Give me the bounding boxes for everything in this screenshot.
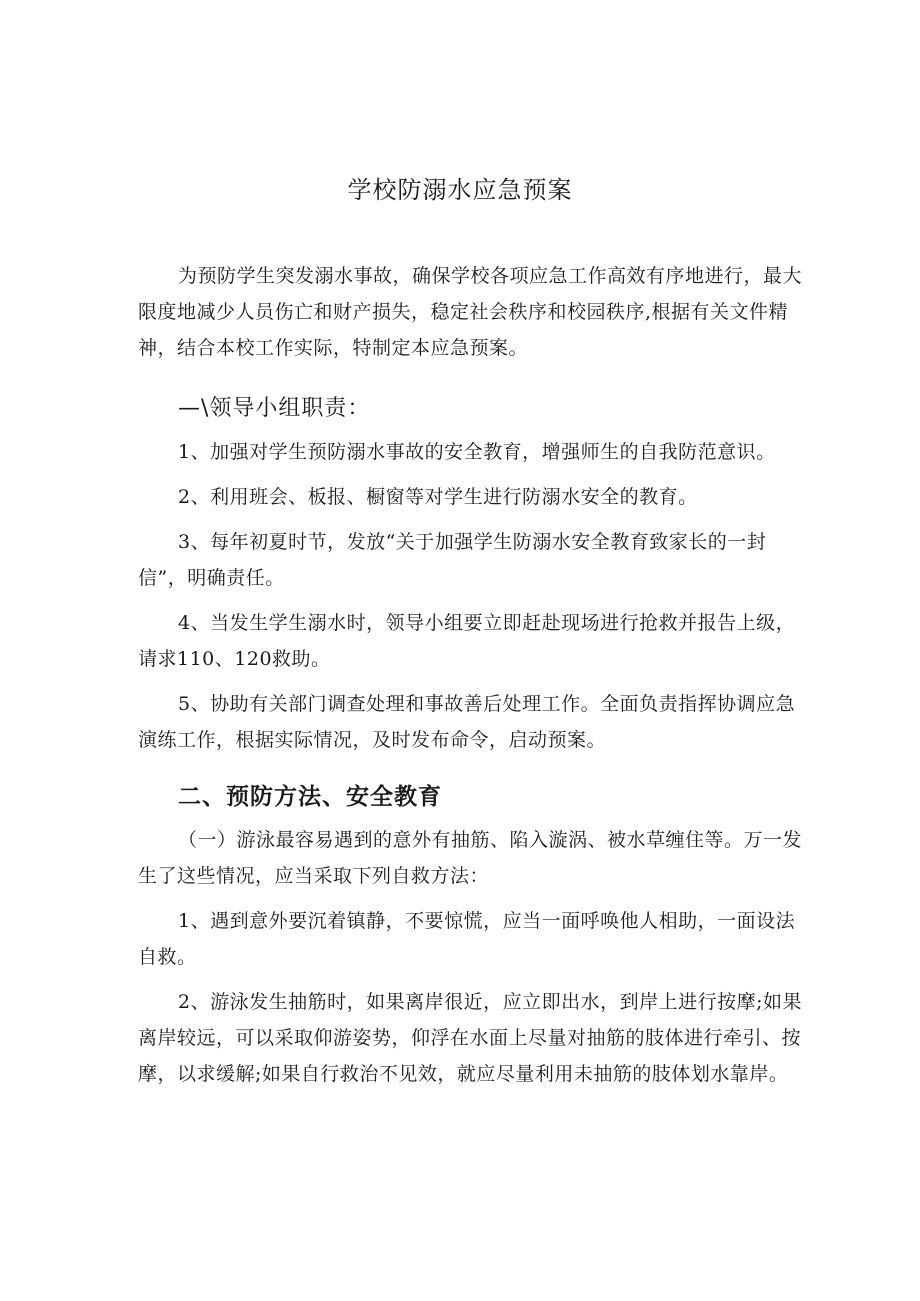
document-body bbox=[138, 258, 808, 366]
section-1-item: 5、协助有关部门调查处理和事故善后处理工作。全面负责指挥协调应急演练工作，根据实际情况，及时发布命令，启动预案。 bbox=[138, 693, 796, 751]
intro-paragraph: 为预防学生突发溺水事故，确保学校各项应急工作高效有序地进行，最大限度地减少人员伤亡和财产损失，稳定社会秩序和校园秩序,根据有关文件精神，结合本校工作实际，特制定本应急预案。 bbox=[138, 265, 803, 359]
document-title: 学校防溺水应急预案 bbox=[347, 176, 573, 204]
section-1-heading: —\领导小组职责： bbox=[178, 396, 371, 421]
section-1-item: 2、利用班会、板报、橱窗等对学生进行防溺水安全的教育。 bbox=[178, 486, 698, 508]
section-1-items bbox=[138, 434, 808, 758]
section-2-heading: 二、预防方法、安全教育 bbox=[178, 784, 442, 810]
section-1-item: 3、每年初夏时节，发放“关于加强学生防溺水安全教育致家长的一封信”，明确责任。 bbox=[138, 531, 767, 589]
section-2-item: 2、游泳发生抽筋时，如果离岸很近，应立即出水，到岸上进行按摩;如果离岸较远，可以采取仰游姿势，仰浮在水面上尽量对抽筋的肢体进行牵引、按摩，以求缓解;如果自行救治不见效，就应尽量利用未抽筋的肢体划水靠岸。 bbox=[138, 991, 802, 1085]
section-2-body bbox=[138, 822, 808, 1092]
section-1-item: 4、当发生学生溺水时，领导小组要立即赶赴现场进行抢救并报告上级，请求110、120救助。 bbox=[138, 612, 796, 670]
section-1 bbox=[138, 392, 808, 426]
section-2-subheading: （一）游泳最容易遇到的意外有抽筋、陷入漩涡、被水草缠住等。万一发生了这些情况，应当采取下列自救方法： bbox=[138, 829, 803, 887]
section-2 bbox=[138, 779, 808, 815]
section-1-item: 1、加强对学生预防溺水事故的安全教育，增强师生的自我防范意识。 bbox=[178, 441, 776, 463]
section-2-item: 1、遇到意外要沉着镇静，不要惊慌，应当一面呼唤他人相助，一面设法自救。 bbox=[138, 910, 796, 968]
